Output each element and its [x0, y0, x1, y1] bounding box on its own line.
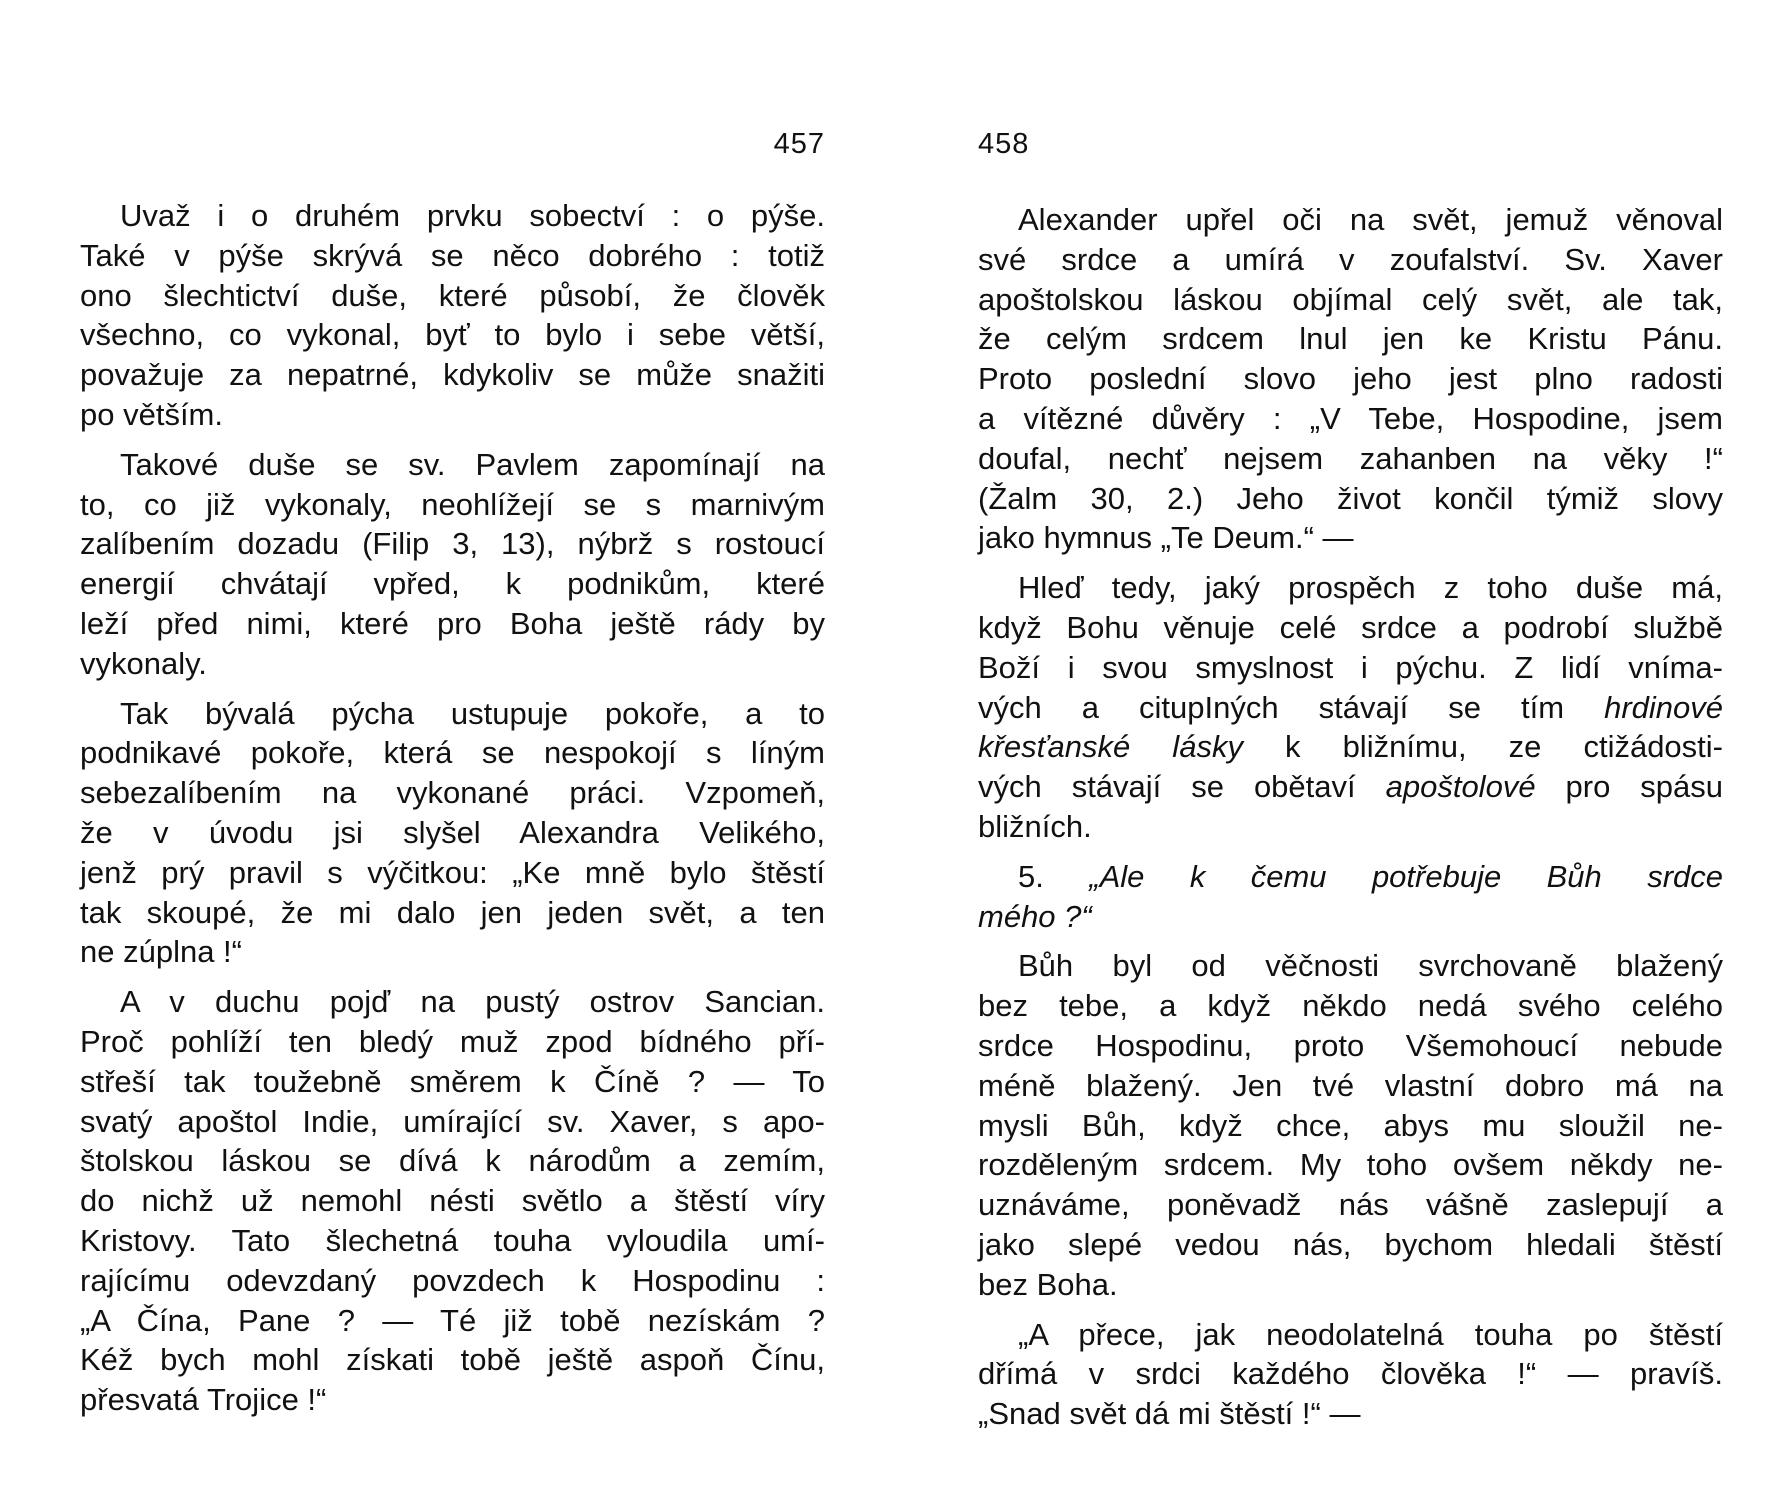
- text-line: ono šlechtictví duše, které působí, že člověk: [80, 277, 825, 313]
- text-line: zalíbením dozadu (Filip 3, 13), nýbrž s rostoucí: [80, 526, 825, 562]
- heading-text: „Ale k čemu potřebuje Bůh srdce: [1089, 858, 1723, 894]
- text-line: Alexander upřel oči na svět, jemuž věnoval: [1018, 202, 1723, 237]
- text-line: ne zúplna !“: [80, 934, 242, 970]
- text-line: bez Boha.: [978, 1266, 1118, 1302]
- text-line: A v duchu pojď na pustý ostrov Sancian.: [120, 984, 825, 1020]
- text-line: energií chvátají vpřed, k podnikům, které: [80, 566, 825, 602]
- paragraph: [80, 196, 825, 435]
- paragraph: [978, 568, 1723, 847]
- text-fragment: k bližnímu, ze ctižádosti-: [1285, 729, 1723, 765]
- text-line: „A přece, jak neodolatelná touha po štěstí: [1018, 1316, 1723, 1352]
- text-line: „A Čína, Pane ? — Té již tobě nezískám ?: [80, 1302, 825, 1338]
- text-line: vykonaly.: [80, 645, 207, 681]
- text-line: Proč pohlíží ten bledý muž zpod bídného pří-: [80, 1023, 825, 1059]
- paragraph: [978, 946, 1723, 1304]
- text-line: (Žalm 30, 2.) Jeho život končil týmiž slovy: [978, 480, 1723, 516]
- italic-phrase: hrdinové: [1604, 689, 1723, 725]
- text-line: apoštolskou láskou objímal celý svět, ale tak,: [978, 281, 1723, 317]
- text-line: po větším.: [80, 396, 223, 432]
- text-line: srdce Hospodinu, proto Všemohoucí nebude: [978, 1027, 1723, 1063]
- text-line: Kristovy. Tato šlechetná touha vyloudila umí-: [80, 1222, 825, 1258]
- text-line: dřímá v srdci každého člověka !“ — pravíš.: [978, 1356, 1723, 1392]
- text-fragment: pro spásu: [1565, 769, 1724, 805]
- text-line: Kéž bych mohl získati tobě ještě aspoň Čínu,: [80, 1342, 825, 1378]
- text-line: tak skoupé, že mi dalo jen jeden svět, a ten: [80, 894, 825, 930]
- text-line: jako slepé vedou nás, bychom hledali štěstí: [978, 1226, 1723, 1262]
- text-line: že v úvodu jsi slyšel Alexandra Velikého,: [80, 814, 825, 850]
- text-fragment: vých a citupIných stávají se tím: [978, 689, 1565, 725]
- text-line: méně blažený. Jen tvé vlastní dobro má na: [978, 1067, 1723, 1103]
- text-line-mixed: [978, 688, 1723, 728]
- text-line: Hleď tedy, jaký prospěch z toho duše má,: [1018, 570, 1723, 606]
- paragraph: [80, 694, 825, 973]
- text-line: rajícímu odevzdaný povzdech k Hospodinu :: [80, 1262, 825, 1298]
- text-fragment: vých stávají se obětaví: [978, 769, 1356, 805]
- text-line: štolskou láskou se dívá k národům a zemím,: [80, 1143, 825, 1179]
- text-line: leží před nimi, které pro Boha ještě rády by: [80, 605, 825, 641]
- left-page: [80, 0, 825, 1500]
- heading-line: mého ?“: [978, 898, 1092, 934]
- text-line: přesvatá Trojice !“: [80, 1382, 327, 1418]
- text-line: Uvaž i o druhém prvku sobectví : o pýše.: [120, 198, 825, 233]
- text-line: a vítězné důvěry : „V Tebe, Hospodine, jsem: [978, 400, 1723, 436]
- section-number: 5.: [1018, 858, 1044, 894]
- paragraph: [80, 982, 825, 1420]
- italic-phrase: křesťanské lásky: [978, 729, 1243, 765]
- page-number: 458: [978, 128, 1030, 160]
- heading-line: [978, 857, 1723, 897]
- text-line: považuje za nepatrné, kdykoliv se může snažiti: [80, 357, 825, 393]
- paragraph: [80, 445, 825, 684]
- italic-phrase: apoštolové: [1385, 769, 1536, 805]
- text-line: bez tebe, a když někdo nedá svého celého: [978, 988, 1723, 1024]
- text-line: všechno, co vykonal, byť to bylo i sebe větší,: [80, 317, 825, 353]
- text-line-mixed: [978, 767, 1723, 807]
- text-line: jenž prý pravil s výčitkou: „Ke mně bylo štěstí: [80, 854, 825, 890]
- text-line: Boží i svou smyslnost i pýchu. Z lidí vníma-: [978, 649, 1723, 685]
- text-line: střeší tak toužebně směrem k Číně ? — To: [80, 1063, 825, 1099]
- paragraph: [978, 200, 1723, 558]
- text-line: svatý apoštol Indie, umírající sv. Xaver, s apo-: [80, 1103, 825, 1139]
- text-line: podnikavé pokoře, která se nespokojí s líným: [80, 735, 825, 771]
- text-line: doufal, nechť nejsem zahanben na věky !“: [978, 440, 1723, 476]
- text-line: své srdce a umírá v zoufalství. Sv. Xaver: [978, 241, 1723, 277]
- text-line: Proto poslední slovo jeho jest plno radosti: [978, 361, 1723, 397]
- text-line: když Bohu věnuje celé srdce a podrobí službě: [978, 609, 1723, 645]
- right-page: [978, 0, 1723, 1500]
- text-line-mixed: [978, 727, 1723, 767]
- page-number: 457: [773, 128, 825, 160]
- text-line: rozděleným srdcem. My toho ovšem někdy ne-: [978, 1147, 1723, 1183]
- page-text: [978, 200, 1723, 1444]
- text-line: Takové duše se sv. Pavlem zapomínají na: [120, 446, 825, 482]
- page-text: [80, 196, 825, 1430]
- text-line: bližních.: [978, 808, 1092, 844]
- text-line: jako hymnus „Te Deum.“ —: [978, 520, 1354, 556]
- text-line: uznáváme, poněvadž nás vášně zaslepují a: [978, 1187, 1723, 1223]
- paragraph: [978, 1315, 1723, 1434]
- text-line: že celým srdcem lnul jen ke Kristu Pánu.: [978, 321, 1723, 357]
- text-line: sebezalíbením na vykonané práci. Vzpomeň,: [80, 775, 825, 811]
- text-line: Také v pýše skrývá se něco dobrého : totiž: [80, 237, 825, 273]
- text-line: Tak bývalá pýcha ustupuje pokoře, a to: [120, 695, 825, 731]
- section-heading: [978, 857, 1723, 937]
- text-line: mysli Bůh, když chce, abys mu sloužil ne-: [978, 1107, 1723, 1143]
- text-line: Bůh byl od věčnosti svrchovaně blažený: [1018, 948, 1723, 984]
- text-line: „Snad svět dá mi štěstí !“ —: [978, 1396, 1361, 1432]
- text-line: to, co již vykonaly, neohlížejí se s marnivým: [80, 486, 825, 522]
- text-line: do nichž už nemohl nésti světlo a štěstí víry: [80, 1183, 825, 1219]
